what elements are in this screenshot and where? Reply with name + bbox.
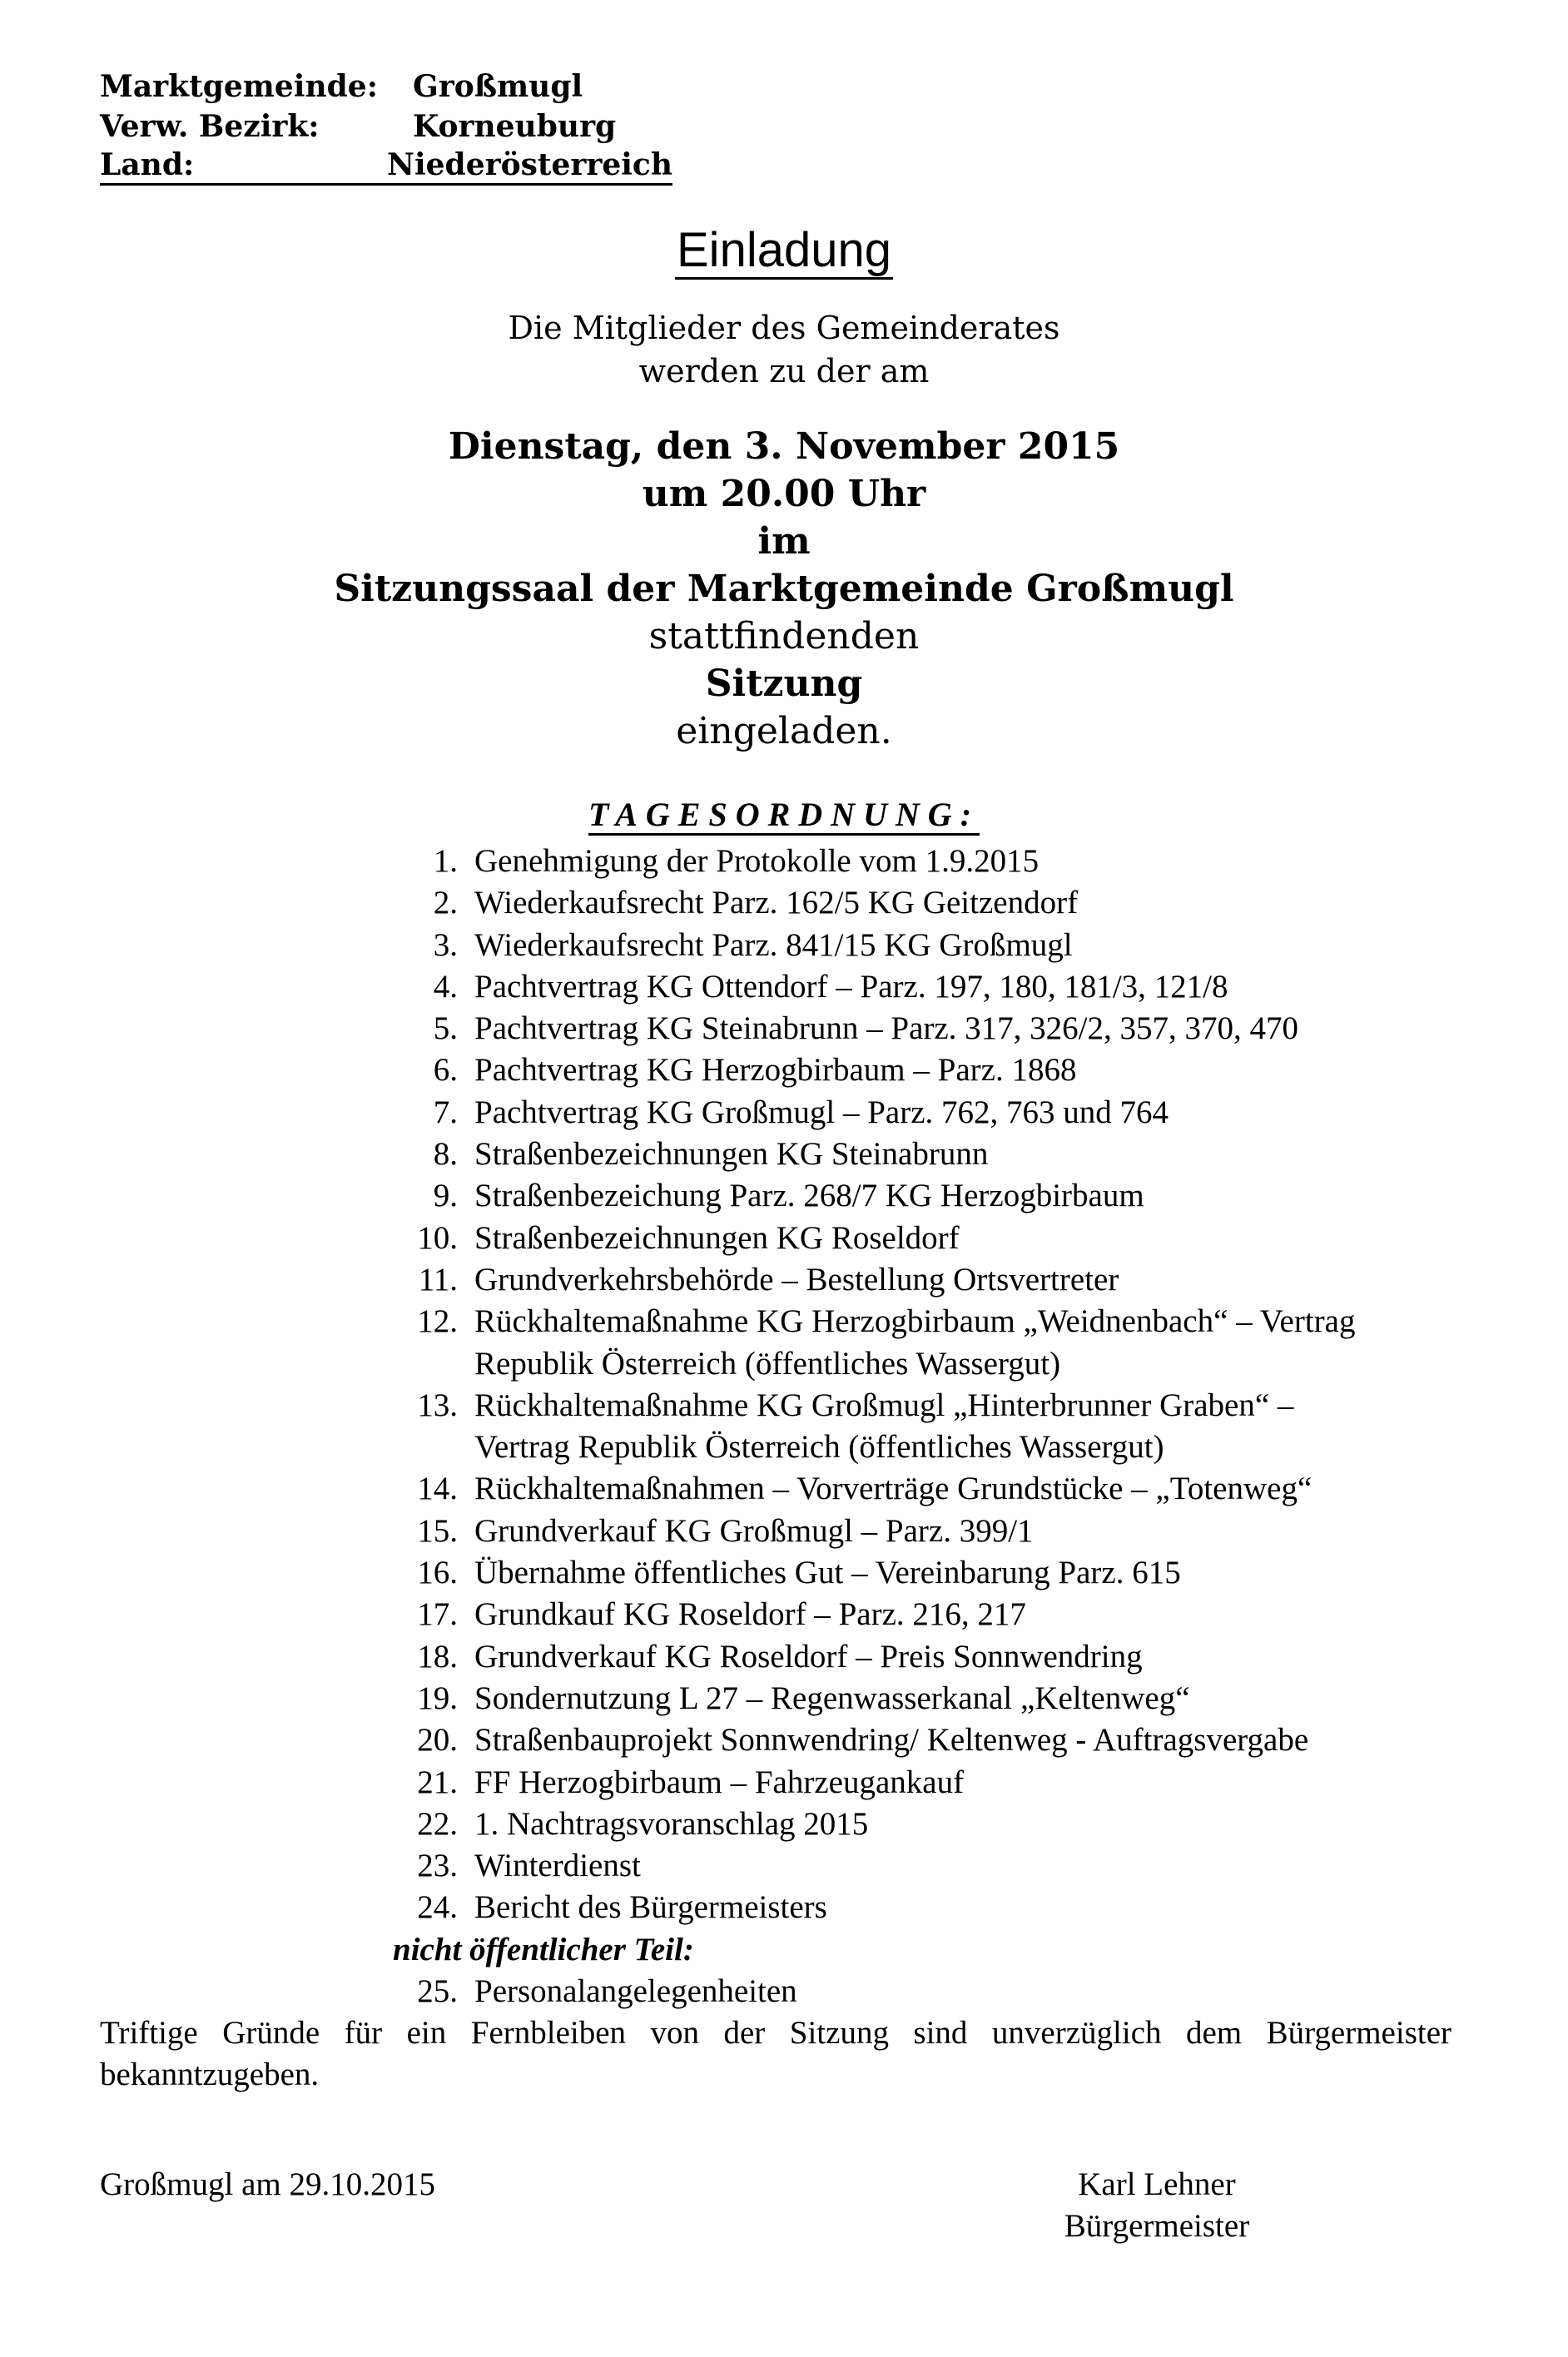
signature-block <box>1015 2164 1298 2247</box>
agenda-item <box>393 1845 1475 1887</box>
agenda-item <box>393 1971 1475 2012</box>
agenda-item <box>393 1887 1475 1928</box>
agenda-item-line: Wiederkaufsrecht Parz. 162/5 KG Geitzendorf <box>474 885 1079 921</box>
signer-name: Karl Lehner <box>1078 2166 1236 2202</box>
agenda-item-text <box>474 966 1475 1008</box>
agenda-item-text <box>474 841 1475 882</box>
agenda-item-text <box>474 1049 1475 1091</box>
agenda-item <box>393 1468 1475 1510</box>
agenda-item-number: 1. <box>433 843 458 879</box>
agenda-item-number: 9. <box>433 1178 458 1214</box>
agenda-item-number: 22. <box>417 1805 458 1842</box>
header-label: Verw. Bezirk: <box>100 109 320 144</box>
agenda-item-line: Grundkauf KG Roseldorf – Parz. 216, 217 <box>474 1596 1026 1633</box>
agenda-item-line: Genehmigung der Protokolle vom 1.9.2015 <box>474 843 1040 879</box>
agenda-item-line: Straßenbezeichnungen KG Roseldorf <box>474 1219 960 1256</box>
header-row-municipality <box>100 67 672 107</box>
agenda-item-line: Pachtvertrag KG Herzogbirbaum – Parz. 1868 <box>474 1052 1077 1089</box>
nonpublic-section-label: nicht öffentlicher Teil: <box>393 1931 694 1967</box>
agenda-item-number: 14. <box>417 1471 458 1507</box>
agenda-item-line: 1. Nachtragsvoranschlag 2015 <box>474 1805 869 1842</box>
agenda-item-number: 6. <box>433 1052 458 1089</box>
agenda-item-text <box>474 1804 1475 1845</box>
agenda-item-line: Grundverkauf KG Großmugl – Parz. 399/1 <box>474 1512 1034 1549</box>
agenda-item-line: Pachtvertrag KG Großmugl – Parz. 762, 763 und 764 <box>474 1094 1169 1130</box>
event-details <box>0 423 1568 755</box>
agenda-item <box>393 1552 1475 1594</box>
agenda-item-number: 11. <box>418 1261 458 1298</box>
agenda-item-line: Pachtvertrag KG Steinabrunn – Parz. 317, 326/2, 357, 370, 470 <box>474 1010 1299 1047</box>
agenda-item <box>393 1092 1475 1134</box>
agenda-item-text <box>474 1971 1475 2012</box>
agenda-item <box>393 925 1475 966</box>
agenda-item-text <box>474 925 1475 966</box>
agenda-item <box>393 841 1475 882</box>
agenda-item-number: 5. <box>433 1010 458 1047</box>
agenda-item <box>393 966 1475 1008</box>
agenda-item-line: Grundverkehrsbehörde – Bestellung Ortsvertreter <box>474 1261 1119 1298</box>
agenda-item-text <box>474 1301 1475 1385</box>
intro-line: werden zu der am <box>638 353 930 390</box>
agenda-item-number: 12. <box>417 1303 458 1340</box>
header-row-state <box>100 146 672 186</box>
title-text: Einladung <box>675 223 893 280</box>
header-label: Land: <box>100 147 195 182</box>
agenda-item-number: 16. <box>417 1555 458 1591</box>
agenda-item-line: Rückhaltemaßnahme KG Großmugl „Hinterbrunner Graben“ – <box>474 1387 1294 1423</box>
event-closing: eingeladen. <box>676 710 892 752</box>
agenda-item-text <box>474 1134 1475 1175</box>
agenda-item <box>393 1175 1475 1217</box>
agenda-item-text <box>474 1092 1475 1134</box>
agenda-item-line: Rückhaltemaßnahmen – Vorverträge Grundstücke – „Totenweg“ <box>474 1471 1312 1507</box>
agenda-item-line: Übernahme öffentliches Gut – Vereinbarung Parz. 615 <box>474 1555 1181 1591</box>
agenda-item-text <box>474 882 1475 924</box>
agenda-item-number: 15. <box>417 1512 458 1549</box>
header-label: Marktgemeinde: <box>100 69 379 104</box>
agenda-item <box>393 1218 1475 1259</box>
municipality-header <box>100 67 672 186</box>
agenda-item-line: Winterdienst <box>474 1848 641 1884</box>
agenda-item-line: FF Herzogbirbaum – Fahrzeugankauf <box>474 1764 965 1800</box>
agenda-item-text <box>474 1468 1475 1510</box>
agenda-item-line: Straßenbezeichung Parz. 268/7 KG Herzogbirbaum <box>474 1178 1144 1214</box>
agenda-list <box>393 841 1475 2012</box>
agenda-item-number: 4. <box>433 968 458 1005</box>
absence-note: Triftige Gründe für ein Fernbleiben von der Sitzung sind unverzüglich dem Bürgermeister bekanntzugeben. <box>100 2015 1451 2092</box>
agenda-item-line: Vertrag Republik Österreich (öffentliches Wassergut) <box>474 1429 1164 1466</box>
agenda-item <box>393 1804 1475 1845</box>
agenda-heading-text: TAGESORDNUNG: <box>588 796 980 836</box>
agenda-item <box>393 1678 1475 1719</box>
agenda-item-number: 19. <box>417 1680 458 1716</box>
agenda-item <box>393 1008 1475 1049</box>
agenda-item-text <box>474 1636 1475 1678</box>
agenda-item-number: 23. <box>417 1848 458 1884</box>
agenda-item <box>393 1301 1475 1385</box>
header-value: Niederösterreich <box>387 147 672 182</box>
agenda-item <box>393 882 1475 924</box>
agenda-item-line: Sondernutzung L 27 – Regenwasserkanal „Keltenweg“ <box>474 1680 1190 1716</box>
agenda-item-line: Personalangelegenheiten <box>474 1973 797 2010</box>
agenda-item <box>393 1762 1475 1804</box>
agenda-item-text <box>474 1762 1475 1804</box>
agenda-item-text <box>474 1678 1475 1719</box>
agenda-item-number: 13. <box>417 1387 458 1423</box>
agenda-item-text <box>474 1887 1475 1928</box>
agenda-item <box>393 1636 1475 1678</box>
header-value: Großmugl <box>413 69 583 104</box>
agenda-item <box>393 1719 1475 1761</box>
agenda-item-text <box>474 1259 1475 1301</box>
agenda-item-text <box>474 1008 1475 1049</box>
agenda-item-line: Straßenbauprojekt Sonnwendring/ Keltenweg - Auftragsvergabe <box>474 1722 1309 1759</box>
agenda-item-text <box>474 1218 1475 1259</box>
agenda-item-number: 24. <box>417 1889 458 1926</box>
agenda-item-text <box>474 1552 1475 1594</box>
event-preposition: im <box>757 520 811 563</box>
header-row-district <box>100 107 672 146</box>
agenda-item-text <box>474 1719 1475 1761</box>
agenda-item <box>393 1259 1475 1301</box>
agenda-item-text <box>474 1385 1475 1469</box>
event-date: Dienstag, den 3. November 2015 <box>448 425 1120 468</box>
agenda-item-line: Straßenbezeichnungen KG Steinabrunn <box>474 1136 989 1173</box>
agenda-item-number: 20. <box>417 1722 458 1759</box>
agenda-item-text <box>474 1594 1475 1635</box>
agenda-item-number: 7. <box>433 1094 458 1130</box>
agenda-item-line: Republik Österreich (öffentliches Wassergut) <box>474 1345 1061 1382</box>
agenda-item-number: 10. <box>417 1219 458 1256</box>
event-type: Sitzung <box>705 662 863 705</box>
agenda-item-text <box>474 1511 1475 1552</box>
intro-line: Die Mitglieder des Gemeinderates <box>508 310 1060 346</box>
event-location: Sitzungssaal der Marktgemeinde Großmugl <box>334 568 1234 610</box>
agenda-item-line: Bericht des Bürgermeisters <box>474 1889 827 1926</box>
agenda-item <box>393 1594 1475 1635</box>
agenda-item-line: Grundverkauf KG Roseldorf – Preis Sonnwendring <box>474 1638 1143 1675</box>
event-time: um 20.00 Uhr <box>642 473 926 515</box>
agenda-item <box>393 1511 1475 1552</box>
event-verb: stattfindenden <box>648 615 920 657</box>
header-value: Korneuburg <box>413 109 617 144</box>
agenda-item-number: 18. <box>417 1638 458 1675</box>
agenda-item-text <box>474 1175 1475 1217</box>
agenda-item-number: 8. <box>433 1136 458 1173</box>
agenda-item-line: Wiederkaufsrecht Parz. 841/15 KG Großmugl <box>474 926 1073 963</box>
agenda-item-number: 21. <box>417 1764 458 1800</box>
agenda-item-line: Rückhaltemaßnahme KG Herzogbirbaum „Weidnenbach“ – Vertrag <box>474 1303 1356 1340</box>
agenda-item <box>393 1134 1475 1175</box>
agenda-item-number: 25. <box>417 1973 458 2010</box>
agenda-item-number: 3. <box>433 926 458 963</box>
agenda-item-text <box>474 1845 1475 1887</box>
place-date: Großmugl am 29.10.2015 <box>100 2166 435 2202</box>
document-title <box>0 221 1568 280</box>
intro-text <box>0 306 1568 393</box>
signer-title: Bürgermeister <box>1064 2208 1250 2244</box>
agenda-item-number: 2. <box>433 885 458 921</box>
agenda-heading <box>0 795 1568 835</box>
agenda-item <box>393 1049 1475 1091</box>
agenda-item-number: 17. <box>417 1596 458 1633</box>
agenda-item-line: Pachtvertrag KG Ottendorf – Parz. 197, 180, 181/3, 121/8 <box>474 968 1228 1005</box>
agenda-item <box>393 1385 1475 1469</box>
